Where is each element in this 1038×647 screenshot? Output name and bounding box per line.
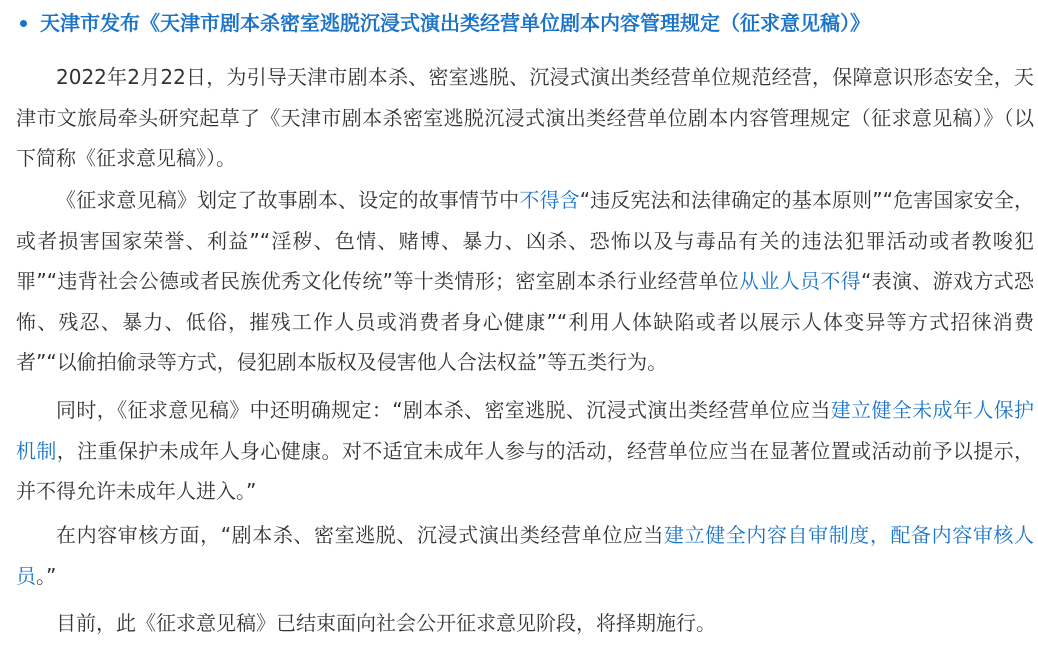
paragraph-text: 。” [36,563,57,588]
highlight-staff-must-not: 从业人员不得 [739,269,861,293]
highlight-must-not-contain: 不得含 [519,188,580,212]
highlight-minor-protection: 建立健全未成年人保护机制 [16,398,1034,463]
paragraph-status: 目前，此《征求意见稿》已结束面向社会公开征求意见阶段，将择期施行。 [56,611,716,635]
paragraph-text: 同时，《征求意见稿》中还明确规定：“剧本杀、密室逃脱、沉浸式演出类经营单位应当 [56,398,831,422]
article-heading [20,6,870,40]
highlight-self-review: 建立健全内容自审制度，配备内容审核人员 [16,523,1034,588]
paragraph-text: 在内容审核方面，“剧本杀、密室逃脱、沉浸式演出类经营单位应当 [56,523,664,547]
paragraph-minor-protection [16,390,1034,512]
bullet-icon [20,20,27,27]
paragraph-text: “表演、游戏方式恐怖、残忍、暴力、低俗，摧残工作人员或消费者身心健康”“利用人体缺陷或者以展示人体变异等方式招徕消费者”“以偷拍偷录等方式，侵犯剧本版权及侵害他人合法权益”等五类行为。 [16,269,1034,374]
paragraph-text: 《征求意见稿》划定了故事剧本、设定的故事情节中 [56,188,520,212]
paragraph-text: “违反宪法和法律确定的基本原则”“危害国家安全，或者损害国家荣誉、利益”“淫秽、色情、赌博、暴力、凶杀、恐怖以及与毒品有关的违法犯罪活动或者教唆犯罪”“违背社会公德或者民族优秀文化传统”等十类情形；密室剧本杀行业经营单位 [16,188,1034,293]
article-heading-text: 天津市发布《天津市剧本杀密室逃脱沉浸式演出类经营单位剧本内容管理规定（征求意见稿）》 [40,11,870,35]
paragraph-text: ，注重保护未成年人身心健康。对不适宜未成年人参与的活动，经营单位应当在显著位置或活动前予以提示，并不得允许未成年人进入。” [16,438,1035,503]
paragraph-prohibitions [16,180,1034,383]
paragraph-intro: 2022年2月22日，为引导天津市剧本杀、密室逃脱、沉浸式演出类经营单位规范经营，保障意识形态安全，天津市文旅局牵头研究起草了《天津市剧本杀密室逃脱沉浸式演出类经营单位剧本内容管理规定（征求意见稿）》（以下简称《征求意见稿》）。 [16,65,1034,170]
paragraph-content-review [16,515,1034,596]
